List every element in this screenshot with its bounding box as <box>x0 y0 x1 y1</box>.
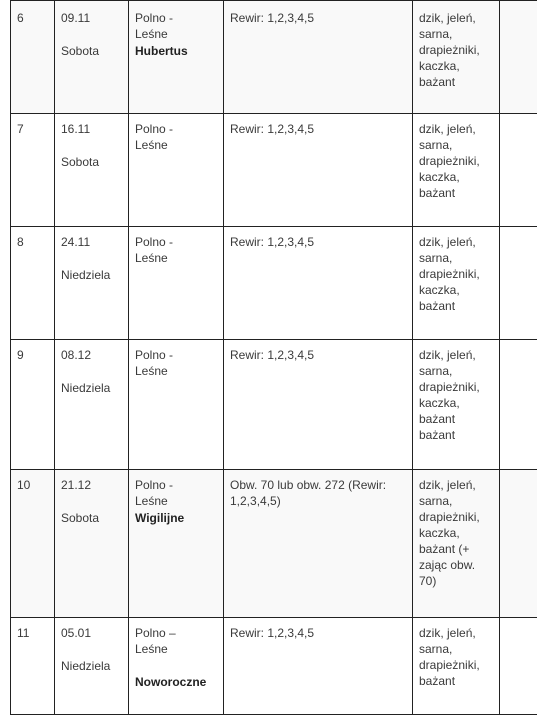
game-line: sarna, <box>419 494 453 508</box>
table-row <box>11 1 537 114</box>
hunt-type-line: Polno – <box>135 626 176 640</box>
hunt-date: 21.12 <box>61 478 92 492</box>
hunt-day: Niedziela <box>61 268 111 282</box>
cell-area <box>224 340 413 470</box>
hunt-area: Rewir: 1,2,3,4,5 <box>230 348 315 362</box>
cell-date <box>55 114 129 227</box>
cell-game <box>413 340 500 470</box>
table-row <box>11 470 537 618</box>
hunt-area: Rewir: 1,2,3,4,5 <box>230 235 315 249</box>
cell-empty <box>500 340 537 470</box>
hunt-name: Hubertus <box>135 44 188 58</box>
cell-area <box>224 227 413 340</box>
cell-date <box>55 340 129 470</box>
hunt-area: Rewir: 1,2,3,4,5 <box>230 122 315 136</box>
hunt-date: 24.11 <box>61 235 91 249</box>
hunt-name: Wigilijne <box>135 511 185 525</box>
cell-type <box>129 470 224 618</box>
game-line: drapieżniki, <box>419 154 480 168</box>
cell-number <box>11 618 55 715</box>
cell-game <box>413 1 500 114</box>
game-line: drapieżniki, <box>419 267 480 281</box>
hunt-type-line: Leśne <box>135 364 168 378</box>
hunt-date: 09.11 <box>61 11 91 25</box>
row-number: 6 <box>17 11 24 25</box>
hunt-date: 16.11 <box>61 122 91 136</box>
hunt-area: Rewir: 1,2,3,4,5 <box>230 626 315 640</box>
hunt-type-line: Leśne <box>135 494 168 508</box>
cell-number <box>11 340 55 470</box>
cell-number <box>11 1 55 114</box>
row-number: 8 <box>17 235 24 249</box>
cell-empty <box>500 1 537 114</box>
cell-date <box>55 470 129 618</box>
table-row <box>11 340 537 470</box>
game-line: drapieżniki, <box>419 380 480 394</box>
hunt-day: Sobota <box>61 155 100 169</box>
game-line: sarna, <box>419 364 453 378</box>
row-number: 9 <box>17 348 24 362</box>
hunt-area: Obw. 70 lub obw. 272 (Rewir: 1,2,3,4,5) <box>230 478 387 508</box>
cell-game <box>413 470 500 618</box>
cell-area <box>224 1 413 114</box>
cell-number <box>11 227 55 340</box>
cell-game <box>413 114 500 227</box>
game-line: bażant <box>419 75 456 89</box>
cell-type <box>129 1 224 114</box>
hunt-day: Niedziela <box>61 381 111 395</box>
game-line: dzik, jeleń, <box>419 235 476 249</box>
hunt-day: Niedziela <box>61 659 111 673</box>
cell-game <box>413 618 500 715</box>
hunt-type-line: Polno - <box>135 478 174 492</box>
cell-type <box>129 114 224 227</box>
hunt-type-line: Polno - <box>135 11 174 25</box>
game-line: sarna, <box>419 138 453 152</box>
game-line: drapieżniki, <box>419 658 480 672</box>
game-line: kaczka, <box>419 170 460 184</box>
game-line: zając obw. <box>419 558 476 572</box>
cell-date <box>55 1 129 114</box>
hunt-area: Rewir: 1,2,3,4,5 <box>230 11 315 25</box>
hunt-day: Sobota <box>61 44 100 58</box>
game-line: drapieżniki, <box>419 43 480 57</box>
game-line: kaczka, <box>419 396 460 410</box>
game-line: kaczka, <box>419 283 460 297</box>
cell-game <box>413 227 500 340</box>
cell-area <box>224 114 413 227</box>
row-number: 7 <box>17 122 24 136</box>
game-line: bażant <box>419 674 456 688</box>
cell-type <box>129 340 224 470</box>
cell-empty <box>500 618 537 715</box>
game-line: bażant <box>419 186 456 200</box>
cell-date <box>55 227 129 340</box>
hunt-type-line: Leśne <box>135 27 168 41</box>
game-line: 70) <box>419 574 437 588</box>
hunt-day: Sobota <box>61 511 100 525</box>
cell-type <box>129 618 224 715</box>
hunt-schedule-table <box>10 0 537 715</box>
hunt-type-line: Leśne <box>135 642 168 656</box>
game-line: dzik, jeleń, <box>419 122 476 136</box>
cell-empty <box>500 114 537 227</box>
cell-type <box>129 227 224 340</box>
game-line: dzik, jeleń, <box>419 626 476 640</box>
game-line: dzik, jeleń, <box>419 478 476 492</box>
game-line: sarna, <box>419 642 453 656</box>
game-line: kaczka, <box>419 59 460 73</box>
table-row <box>11 618 537 715</box>
hunt-name: Noworoczne <box>135 675 207 689</box>
hunt-type-line: Leśne <box>135 138 168 152</box>
hunt-date: 08.12 <box>61 348 92 362</box>
game-line: drapieżniki, <box>419 510 480 524</box>
hunt-type-line: Polno - <box>135 235 174 249</box>
hunt-type-line: Polno - <box>135 348 174 362</box>
game-line: kaczka, <box>419 526 460 540</box>
hunt-date: 05.01 <box>61 626 92 640</box>
cell-number <box>11 114 55 227</box>
row-number: 10 <box>17 478 31 492</box>
game-line: dzik, jeleń, <box>419 11 476 25</box>
game-line: bażant <box>419 412 456 426</box>
cell-empty <box>500 227 537 340</box>
hunt-type-line: Polno - <box>135 122 174 136</box>
table-row <box>11 114 537 227</box>
game-line: bażant (+ <box>419 542 470 556</box>
game-line: sarna, <box>419 251 453 265</box>
cell-empty <box>500 470 537 618</box>
hunt-type-line: Leśne <box>135 251 168 265</box>
row-number: 11 <box>17 626 30 640</box>
cell-date <box>55 618 129 715</box>
game-line: dzik, jeleń, <box>419 348 476 362</box>
game-line: bażant <box>419 299 456 313</box>
cell-area <box>224 618 413 715</box>
game-line: bażant <box>419 428 456 442</box>
cell-number <box>11 470 55 618</box>
game-line: sarna, <box>419 27 453 41</box>
cell-area <box>224 470 413 618</box>
table-row <box>11 227 537 340</box>
